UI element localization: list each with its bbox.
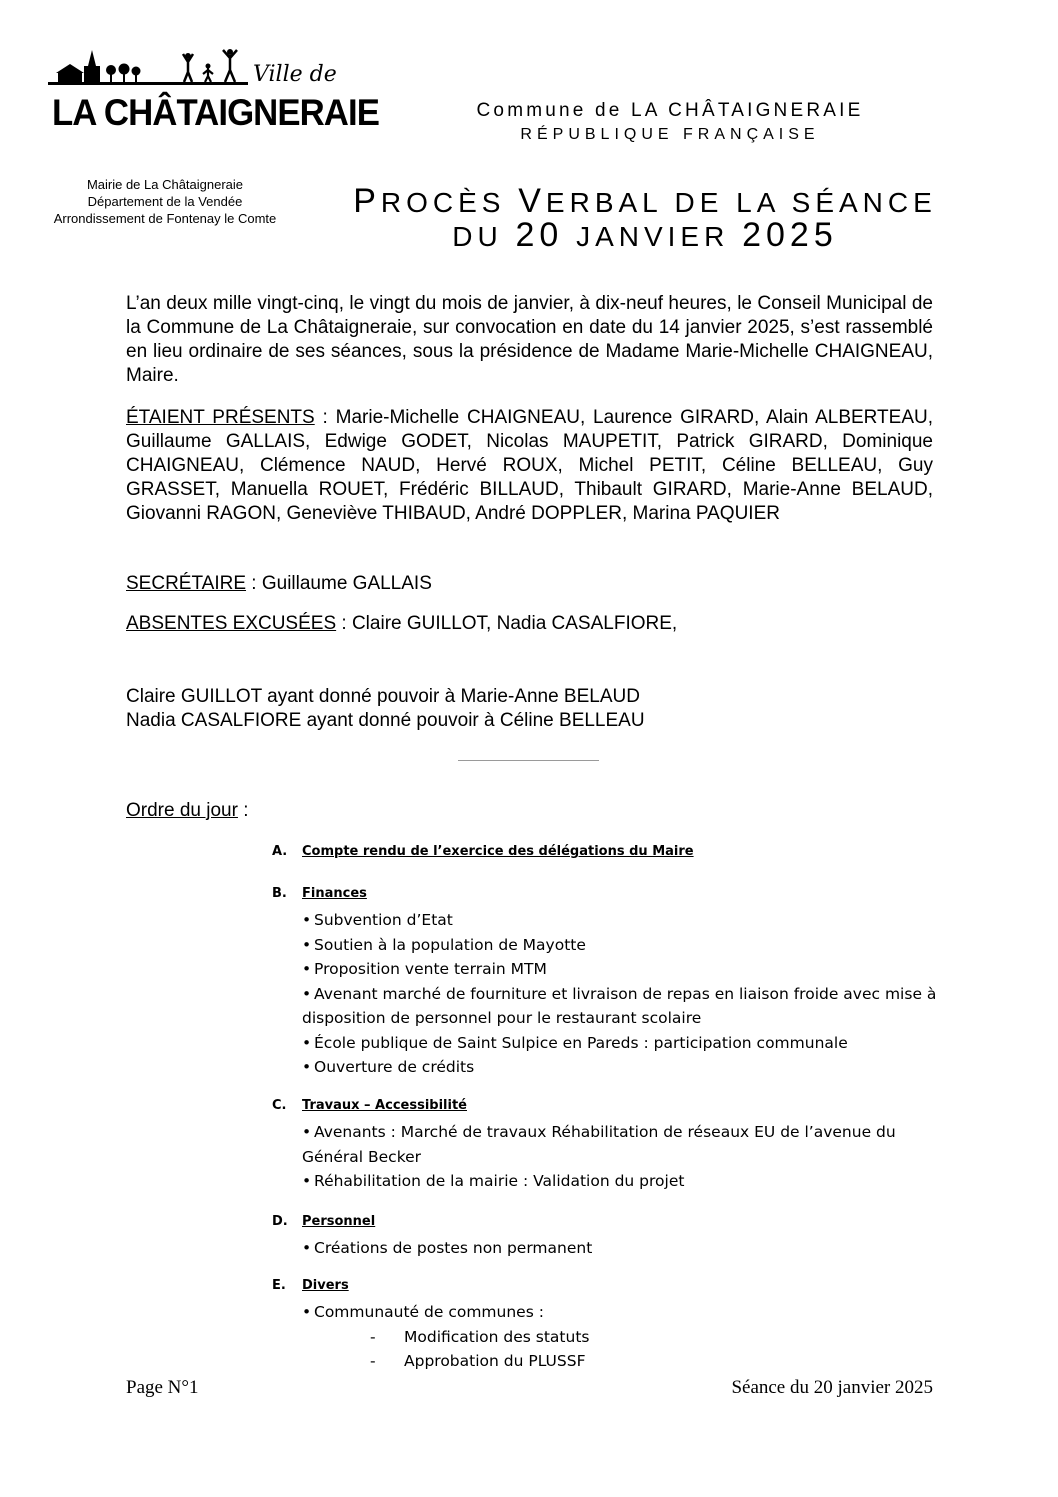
section-letter: D.: [272, 1214, 288, 1229]
section-letter: E.: [272, 1278, 286, 1293]
bullet-icon: •: [302, 960, 312, 978]
agenda-section-b: [272, 886, 942, 1080]
list-item: • Soutien à la population de Mayotte: [302, 933, 942, 958]
list-item: • Avenant marché de fourniture et livraison de repas en liaison froide avec mise à disposition de personnel pour le restaurant scolaire: [302, 982, 942, 1031]
section-title: Compte rendu de l’exercice des délégations du Maire: [302, 844, 694, 859]
secretaire-label: SECRÉTAIRE: [126, 573, 247, 594]
sub-list-item: - Modification des statuts: [272, 1325, 942, 1350]
bullet-icon: •: [302, 935, 312, 954]
agenda-section-e: [272, 1278, 942, 1374]
bullet-icon: •: [302, 1172, 312, 1190]
agenda-section-c: [272, 1098, 942, 1194]
departement-line: Département de la Vendée: [87, 194, 243, 209]
mairie-address: [40, 176, 290, 227]
section-title: Travaux – Accessibilité: [302, 1098, 467, 1113]
bullet-icon: •: [302, 911, 312, 929]
logo-ville-text: Ville de: [253, 62, 337, 87]
section-title: Finances: [302, 886, 367, 901]
sub-list-item: - Approbation du PLUSSF: [272, 1349, 942, 1374]
presents-list: : Marie-Michelle CHAIGNEAU, Laurence GIRARD, Alain ALBERTEAU, Guillaume GALLAIS, Edwige GODET, Nicolas MAUPETIT, Patrick GIRARD, Dominique CHAIGNEAU, Clémence NAUD, Hervé ROUX, Michel PETIT, Céline BELLEAU, Guy GRASSET, Manuella ROUET, Frédéric BILLAUD, Thibault GIRARD, Marie-Anne BELAUD, Giovanni RAGON, Geneviève THIBAUD, André DOPPLER, Marina PAQUIER: [126, 407, 933, 524]
bullet-icon: •: [302, 984, 312, 1003]
section-letter: B.: [272, 886, 287, 901]
list-item: • École publique de Saint Sulpice en Pareds : participation communale: [302, 1031, 942, 1056]
section-letter: A.: [272, 844, 288, 859]
list-item: • Subvention d’Etat: [302, 908, 942, 933]
republique-title: RÉPUBLIQUE FRANÇAISE: [520, 126, 820, 143]
bullet-icon: •: [302, 1303, 312, 1321]
list-item: • Réhabilitation de la mairie : Validation du projet: [302, 1169, 942, 1194]
bullet-icon: •: [302, 1123, 312, 1141]
presents-paragraph: [126, 406, 933, 526]
bullet-icon: •: [302, 1239, 312, 1257]
intro-paragraph: L’an deux mille vingt-cinq, le vingt du mois de janvier, à dix-neuf heures, le Conseil Municipal de la Commune de La Châtaigneraie, sur convocation en date du 14 janvier 2025, s’est rassemblé en lieu ordinaire de ses séances, sous la présidence de Madame Marie-Michelle CHAIGNEAU, Maire.: [126, 293, 933, 386]
section-title: Divers: [302, 1278, 349, 1293]
absentes-list: : Claire GUILLOT, Nadia CASALFIORE,: [336, 613, 678, 634]
ordre-du-jour-heading: Ordre du jour :: [126, 800, 249, 821]
mairie-line: Mairie de La Châtaigneraie: [86, 177, 244, 192]
list-item: • Communauté de communes :: [302, 1300, 942, 1325]
list-item: • Proposition vente terrain MTM: [302, 957, 942, 982]
agenda-section-a: [272, 844, 942, 866]
bullet-icon: •: [302, 1058, 312, 1076]
dash-icon: -: [370, 1327, 376, 1346]
dash-icon: -: [370, 1352, 376, 1370]
absentes-label: ABSENTES EXCUSÉES: [126, 613, 337, 634]
arrondissement-line: Arrondissement de Fontenay le Comte: [53, 211, 277, 226]
presents-label: ÉTAIENT PRÉSENTS: [126, 407, 315, 428]
logo-name-text: LA CHÂTAIGNERAIE: [52, 92, 379, 133]
separator-line: [458, 760, 599, 761]
pouvoir-line: Nadia CASALFIORE ayant donné pouvoir à Céline BELLEAU: [126, 710, 645, 731]
section-letter: C.: [272, 1098, 287, 1113]
logo: [48, 44, 379, 136]
commune-title: Commune de LA CHÂTAIGNERAIE: [476, 100, 864, 121]
list-item: • Créations de postes non permanent: [302, 1236, 942, 1261]
list-item: • Avenants : Marché de travaux Réhabilitation de réseaux EU de l’avenue du Général Becker: [302, 1120, 942, 1169]
secretaire-name: : Guillaume GALLAIS: [246, 573, 432, 594]
pouvoir-line: Claire GUILLOT ayant donné pouvoir à Marie-Anne BELAUD: [126, 686, 640, 707]
seance-date: Séance du 20 janvier 2025: [731, 1377, 933, 1398]
bullet-icon: •: [302, 1033, 312, 1052]
list-item: • Ouverture de crédits: [302, 1055, 942, 1080]
document-title-line2: DU 20 JANVIER 2025: [452, 216, 838, 254]
pouvoir-block: [126, 685, 933, 733]
secretaire-paragraph: [126, 572, 933, 596]
page-number: Page N°1: [126, 1377, 199, 1398]
section-title: Personnel: [302, 1214, 376, 1229]
absentes-paragraph: [126, 612, 933, 636]
document-title-line1: PROCÈS VERBAL DE LA SÉANCE: [353, 182, 937, 220]
agenda-section-d: [272, 1214, 942, 1261]
